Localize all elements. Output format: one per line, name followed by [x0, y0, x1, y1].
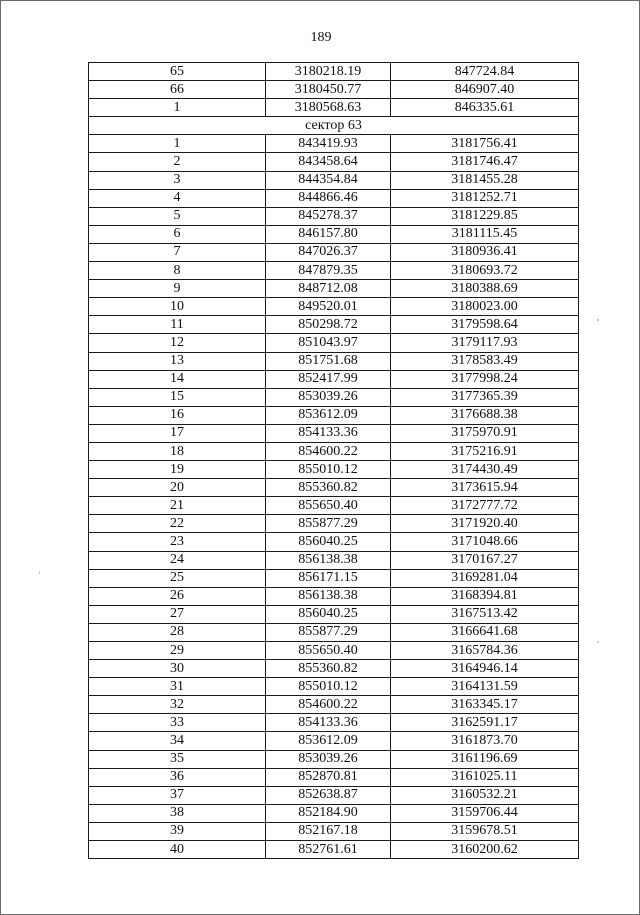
point-number-cell: 27 [89, 605, 266, 623]
table-row [89, 587, 579, 605]
coordinate-cell: 849520.01 [266, 298, 391, 316]
point-number-cell: 10 [89, 298, 266, 316]
point-number-cell: 18 [89, 442, 266, 460]
point-number-cell: 31 [89, 678, 266, 696]
table-row [89, 479, 579, 497]
table-row [89, 696, 579, 714]
coordinate-cell: 3161025.11 [391, 768, 579, 786]
point-number-cell: 5 [89, 207, 266, 225]
table-row [89, 153, 579, 171]
coordinate-cell: 3181229.85 [391, 207, 579, 225]
coordinate-cell: 3175216.91 [391, 442, 579, 460]
point-number-cell: 6 [89, 225, 266, 243]
coordinate-cell: 846157.80 [266, 225, 391, 243]
coordinate-cell: 3159678.51 [391, 822, 579, 840]
coordinate-cell: 3177998.24 [391, 370, 579, 388]
coordinate-cell: 847026.37 [266, 243, 391, 261]
coordinate-cell: 851751.68 [266, 352, 391, 370]
table-row [89, 442, 579, 460]
point-number-cell: 33 [89, 714, 266, 732]
point-number-cell: 16 [89, 406, 266, 424]
table-row [89, 189, 579, 207]
coordinate-cell: 851043.97 [266, 334, 391, 352]
point-number-cell: 12 [89, 334, 266, 352]
coordinate-cell: 855650.40 [266, 642, 391, 660]
coordinate-cell: 852184.90 [266, 804, 391, 822]
coordinate-cell: 848712.08 [266, 280, 391, 298]
coordinate-cell: 3160200.62 [391, 841, 579, 859]
table-row [89, 99, 579, 117]
point-number-cell: 19 [89, 461, 266, 479]
coordinate-cell: 3181746.47 [391, 153, 579, 171]
coordinate-cell: 3180936.41 [391, 243, 579, 261]
coordinate-cell: 854600.22 [266, 696, 391, 714]
coordinate-cell: 852761.61 [266, 841, 391, 859]
table-row [89, 388, 579, 406]
point-number-cell: 17 [89, 424, 266, 442]
point-number-cell: 30 [89, 660, 266, 678]
table-row [89, 424, 579, 442]
table-row [89, 623, 579, 641]
point-number-cell: 32 [89, 696, 266, 714]
coordinate-cell: 3174430.49 [391, 461, 579, 479]
table-row [89, 804, 579, 822]
coordinate-cell: 856138.38 [266, 551, 391, 569]
coordinate-cell: 3180388.69 [391, 280, 579, 298]
scan-speck [597, 641, 599, 643]
coordinate-cell: 3176688.38 [391, 406, 579, 424]
point-number-cell: 22 [89, 515, 266, 533]
table-row [89, 243, 579, 261]
coordinate-cell: 3161873.70 [391, 732, 579, 750]
coordinate-cell: 3168394.81 [391, 587, 579, 605]
point-number-cell: 39 [89, 822, 266, 840]
coordinate-cell: 3170167.27 [391, 551, 579, 569]
coordinate-cell: 852638.87 [266, 786, 391, 804]
point-number-cell: 15 [89, 388, 266, 406]
point-number-cell: 66 [89, 81, 266, 99]
coordinate-cell: 3171048.66 [391, 533, 579, 551]
table-row [89, 461, 579, 479]
coordinate-cell: 3160532.21 [391, 786, 579, 804]
coordinate-cell: 3167513.42 [391, 605, 579, 623]
point-number-cell: 8 [89, 262, 266, 280]
coordinate-cell: 3179598.64 [391, 316, 579, 334]
table-row [89, 370, 579, 388]
coordinate-cell: 3180693.72 [391, 262, 579, 280]
table-row [89, 605, 579, 623]
page-number: 189 [310, 30, 332, 45]
point-number-cell: 40 [89, 841, 266, 859]
table-row [89, 569, 579, 587]
coordinate-cell: 843419.93 [266, 135, 391, 153]
point-number-cell: 14 [89, 370, 266, 388]
point-number-cell: 24 [89, 551, 266, 569]
table-row [89, 207, 579, 225]
coordinate-cell: 855650.40 [266, 497, 391, 515]
coordinate-cell: 855010.12 [266, 461, 391, 479]
coordinate-cell: 852417.99 [266, 370, 391, 388]
table-row [89, 63, 579, 81]
coordinate-cell: 3181756.41 [391, 135, 579, 153]
table-row [89, 298, 579, 316]
coordinate-cell: 3178583.49 [391, 352, 579, 370]
point-number-cell: 1 [89, 135, 266, 153]
coordinate-cell: 3180450.77 [266, 81, 391, 99]
coordinate-cell: 856040.25 [266, 605, 391, 623]
table-row [89, 316, 579, 334]
point-number-cell: 4 [89, 189, 266, 207]
coordinate-cell: 3180023.00 [391, 298, 579, 316]
point-number-cell: 11 [89, 316, 266, 334]
coordinates-table [88, 62, 579, 859]
point-number-cell: 28 [89, 623, 266, 641]
coordinate-cell: 3165784.36 [391, 642, 579, 660]
coordinate-cell: 855877.29 [266, 623, 391, 641]
coordinate-cell: 844354.84 [266, 171, 391, 189]
coordinate-cell: 852167.18 [266, 822, 391, 840]
coordinates-table-body [89, 63, 579, 859]
coordinate-cell: 845278.37 [266, 207, 391, 225]
point-number-cell: 35 [89, 750, 266, 768]
coordinate-cell: 854133.36 [266, 714, 391, 732]
coordinate-cell: 846335.61 [391, 99, 579, 117]
coordinate-cell: 853039.26 [266, 750, 391, 768]
table-row [89, 225, 579, 243]
coordinate-cell: 3169281.04 [391, 569, 579, 587]
table-row [89, 822, 579, 840]
point-number-cell: 21 [89, 497, 266, 515]
coordinate-cell: 844866.46 [266, 189, 391, 207]
table-row [89, 714, 579, 732]
coordinate-cell: 856138.38 [266, 587, 391, 605]
table-row [89, 732, 579, 750]
table-row [89, 750, 579, 768]
table-row [89, 642, 579, 660]
coordinate-cell: 853612.09 [266, 406, 391, 424]
point-number-cell: 2 [89, 153, 266, 171]
table-row [89, 551, 579, 569]
coordinate-cell: 3164131.59 [391, 678, 579, 696]
table-row [89, 406, 579, 424]
point-number-cell: 13 [89, 352, 266, 370]
coordinate-cell: 855360.82 [266, 660, 391, 678]
coordinate-cell: 3164946.14 [391, 660, 579, 678]
coordinate-cell: 3177365.39 [391, 388, 579, 406]
point-number-cell: 25 [89, 569, 266, 587]
point-number-cell: 37 [89, 786, 266, 804]
table-row [89, 786, 579, 804]
coordinate-cell: 853612.09 [266, 732, 391, 750]
table-row [89, 515, 579, 533]
coordinate-cell: 3173615.94 [391, 479, 579, 497]
coordinate-cell: 3181115.45 [391, 225, 579, 243]
point-number-cell: 34 [89, 732, 266, 750]
table-row [89, 841, 579, 859]
coordinate-cell: 3161196.69 [391, 750, 579, 768]
table-row [89, 334, 579, 352]
coordinate-cell: 843458.64 [266, 153, 391, 171]
point-number-cell: 20 [89, 479, 266, 497]
section-header: сектор 63 [89, 117, 579, 135]
coordinate-cell: 3181455.28 [391, 171, 579, 189]
scan-speck [39, 571, 40, 574]
table-row [89, 262, 579, 280]
table-row [89, 280, 579, 298]
table-row [89, 135, 579, 153]
coordinate-cell: 855877.29 [266, 515, 391, 533]
coordinate-cell: 3172777.72 [391, 497, 579, 515]
coordinate-cell: 847724.84 [391, 63, 579, 81]
point-number-cell: 7 [89, 243, 266, 261]
point-number-cell: 3 [89, 171, 266, 189]
coordinate-cell: 855010.12 [266, 678, 391, 696]
coordinate-cell: 847879.35 [266, 262, 391, 280]
coordinate-cell: 3180568.63 [266, 99, 391, 117]
point-number-cell: 65 [89, 63, 266, 81]
coordinate-cell: 855360.82 [266, 479, 391, 497]
point-number-cell: 36 [89, 768, 266, 786]
point-number-cell: 23 [89, 533, 266, 551]
table-row [89, 660, 579, 678]
point-number-cell: 26 [89, 587, 266, 605]
point-number-cell: 38 [89, 804, 266, 822]
coordinate-cell: 3163345.17 [391, 696, 579, 714]
point-number-cell: 1 [89, 99, 266, 117]
section-header-row [89, 117, 579, 135]
coordinate-cell: 3159706.44 [391, 804, 579, 822]
coordinate-cell: 854133.36 [266, 424, 391, 442]
coordinate-cell: 3180218.19 [266, 63, 391, 81]
table-row [89, 497, 579, 515]
coordinate-cell: 3171920.40 [391, 515, 579, 533]
coordinate-cell: 852870.81 [266, 768, 391, 786]
point-number-cell: 9 [89, 280, 266, 298]
coordinate-cell: 3166641.68 [391, 623, 579, 641]
coordinate-cell: 3181252.71 [391, 189, 579, 207]
table-row [89, 768, 579, 786]
coordinate-cell: 856171.15 [266, 569, 391, 587]
coordinate-cell: 846907.40 [391, 81, 579, 99]
coordinate-cell: 3175970.91 [391, 424, 579, 442]
coordinate-cell: 854600.22 [266, 442, 391, 460]
coordinate-cell: 850298.72 [266, 316, 391, 334]
scan-speck [597, 319, 599, 321]
coordinate-cell: 853039.26 [266, 388, 391, 406]
table-row [89, 352, 579, 370]
table-row [89, 171, 579, 189]
coordinate-cell: 856040.25 [266, 533, 391, 551]
table-row [89, 81, 579, 99]
table-row [89, 678, 579, 696]
table-row [89, 533, 579, 551]
coordinate-cell: 3179117.93 [391, 334, 579, 352]
point-number-cell: 29 [89, 642, 266, 660]
coordinate-cell: 3162591.17 [391, 714, 579, 732]
